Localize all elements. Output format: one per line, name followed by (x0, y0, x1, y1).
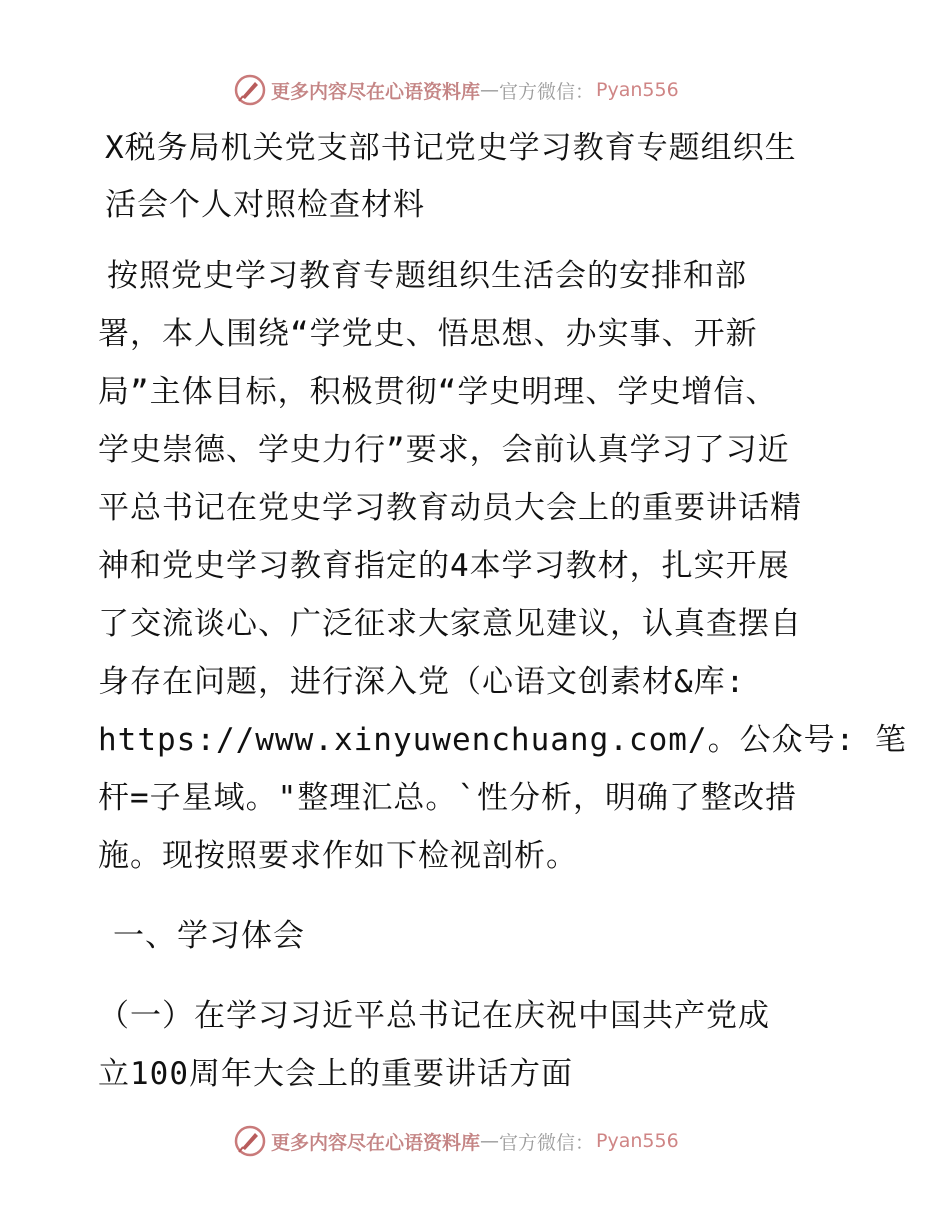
watermark-wechat-label: 官方微信： (499, 80, 595, 103)
title-line: X税务局机关党支部书记党史学习教育专题组织生 (105, 130, 797, 166)
watermark-dash: — (480, 79, 500, 101)
watermark-dash: — (480, 1130, 500, 1152)
paragraph-line: 身存在问题，进行深入党（心语文创素材&库: (98, 664, 746, 700)
title-line: 活会个人对照检查材料 (105, 187, 425, 223)
subsection-line: （一）在学习习近平总书记在庆祝中国共产党成 (98, 998, 770, 1034)
section-heading: 一、学习体会 (113, 918, 305, 954)
paragraph-line: 局”主体目标，积极贯彻“学史明理、学史增信、 (98, 374, 778, 410)
subsection-heading (98, 987, 858, 1103)
watermark-header (233, 73, 713, 107)
paragraph-line: 署，本人围绕“学党史、悟思想、办实事、开新 (98, 316, 758, 352)
paragraph-line: 施。现按照要求作如下检视剖析。 (98, 838, 578, 874)
watermark-footer (233, 1124, 713, 1158)
subsection-line: 立100周年大会上的重要讲话方面 (98, 1056, 573, 1092)
watermark-site-text: 更多内容尽在心语资料库 (271, 1131, 481, 1154)
paragraph-line: https://www.xinyuwenchuang.com/。公众号: 笔 (98, 722, 907, 758)
watermark-wechat-label: 官方微信： (499, 1131, 595, 1154)
paragraph-line: 神和党史学习教育指定的4本学习教材，扎实开展 (98, 548, 790, 584)
watermark-wechat-id: Pyan556 (596, 79, 679, 101)
paragraph-line: 杆=子星域。"整理汇总。`性分析，明确了整改措 (98, 780, 797, 816)
paragraph-line: 了交流谈心、广泛征求大家意见建议，认真查摆自 (98, 606, 802, 642)
intro-paragraph (98, 247, 907, 885)
quill-logo-icon (233, 73, 267, 107)
document-title (105, 120, 865, 234)
watermark-wechat-id: Pyan556 (596, 1130, 679, 1152)
paragraph-line: 学史崇德、学史力行”要求，会前认真学习了习近 (98, 432, 790, 468)
paragraph-line: 按照党史学习教育专题组织生活会的安排和部 (107, 258, 747, 294)
paragraph-line: 平总书记在党史学习教育动员大会上的重要讲话精 (98, 490, 802, 526)
quill-logo-icon (233, 1124, 267, 1158)
watermark-site-text: 更多内容尽在心语资料库 (271, 80, 481, 103)
